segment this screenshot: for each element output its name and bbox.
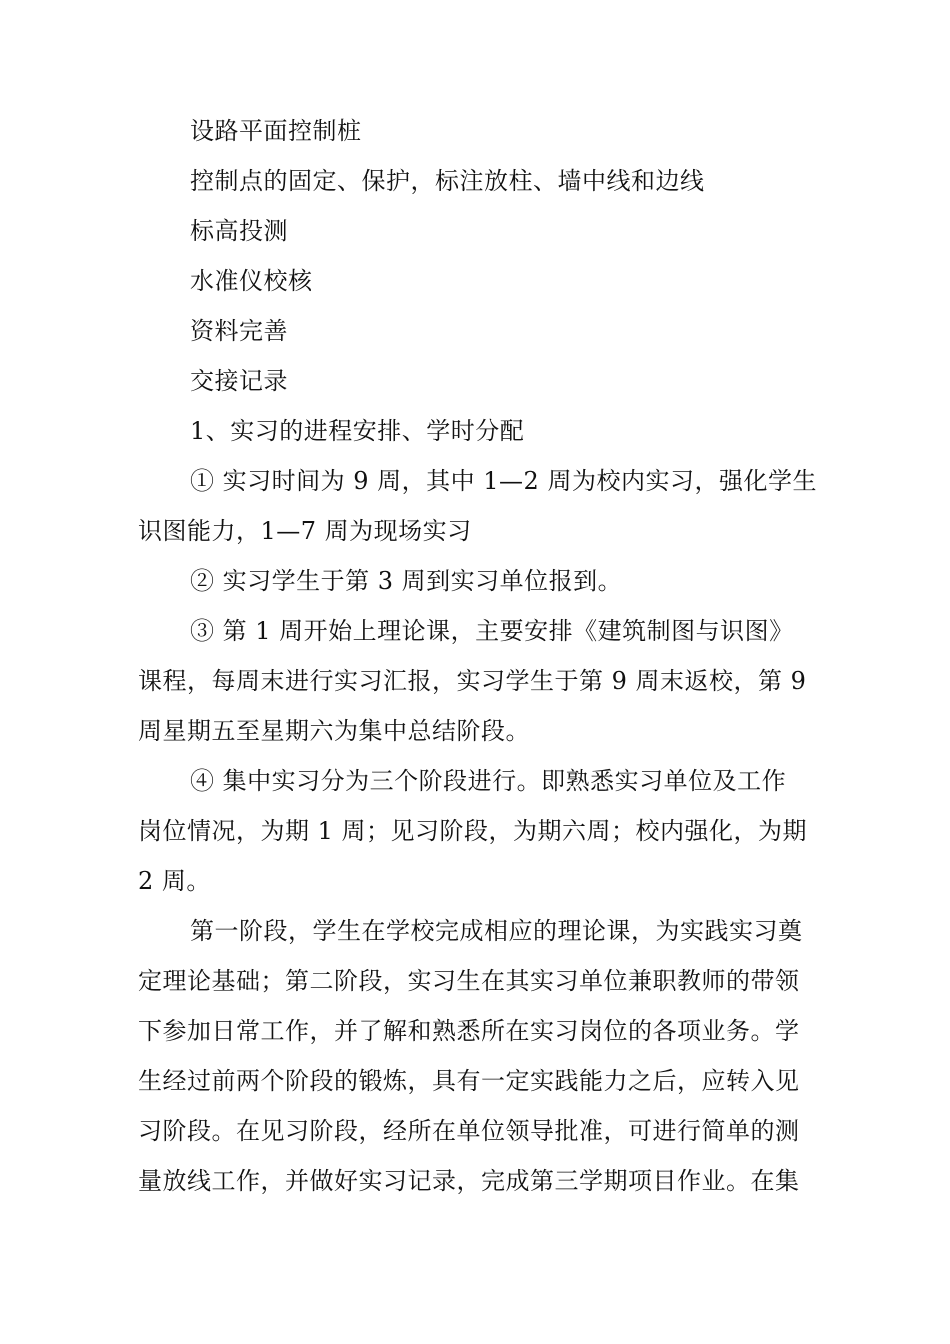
list-item: 标高投测	[190, 217, 288, 245]
paragraph-schedule-4	[138, 756, 828, 906]
paragraph-line: 岗位情况，为期 1 周；见习阶段，为期六周；校内强化，为期	[138, 817, 808, 845]
paragraph-line: 第一阶段，学生在学校完成相应的理论课，为实践实习奠	[190, 917, 803, 945]
section-heading: 1、实习的进程安排、学时分配	[190, 417, 525, 445]
paragraph-line: ④ 集中实习分为三个阶段进行。即熟悉实习单位及工作	[190, 767, 787, 795]
document-body	[138, 106, 828, 1206]
list-item: 控制点的固定、保护，标注放柱、墙中线和边线	[190, 167, 705, 195]
paragraph-line: ① 实习时间为 9 周，其中 1—2 周为校内实习，强化学生	[190, 467, 817, 495]
list-item: 水准仪校核	[190, 267, 313, 295]
paragraph-schedule-1	[138, 456, 828, 556]
paragraph-stages	[138, 906, 828, 1206]
paragraph-line: 识图能力，1—7 周为现场实习	[138, 517, 472, 545]
list-item: 资料完善	[190, 317, 288, 345]
paragraph-line: 定理论基础；第二阶段，实习生在其实习单位兼职教师的带领	[138, 967, 800, 995]
paragraph-line: 周星期五至星期六为集中总结阶段。	[138, 717, 530, 745]
paragraph-line: 量放线工作，并做好实习记录，完成第三学期项目作业。在集	[138, 1167, 800, 1195]
list-item: 交接记录	[190, 367, 288, 395]
paragraph-line: 生经过前两个阶段的锻炼，具有一定实践能力之后，应转入见	[138, 1067, 800, 1095]
paragraph-schedule-2	[138, 556, 828, 606]
list-item: 设路平面控制桩	[190, 117, 362, 145]
paragraph-line: 习阶段。在见习阶段，经所在单位领导批准，可进行简单的测	[138, 1117, 800, 1145]
paragraph-line: 课程，每周末进行实习汇报，实习学生于第 9 周末返校，第 9	[138, 667, 807, 695]
paragraph-line: ③ 第 1 周开始上理论课，主要安排《建筑制图与识图》	[190, 617, 794, 645]
paragraph-line: ② 实习学生于第 3 周到实习单位报到。	[190, 567, 623, 595]
paragraph-schedule-3	[138, 606, 828, 756]
paragraph-line: 2 周。	[138, 867, 211, 895]
paragraph-line: 下参加日常工作，并了解和熟悉所在实习岗位的各项业务。学	[138, 1017, 800, 1045]
